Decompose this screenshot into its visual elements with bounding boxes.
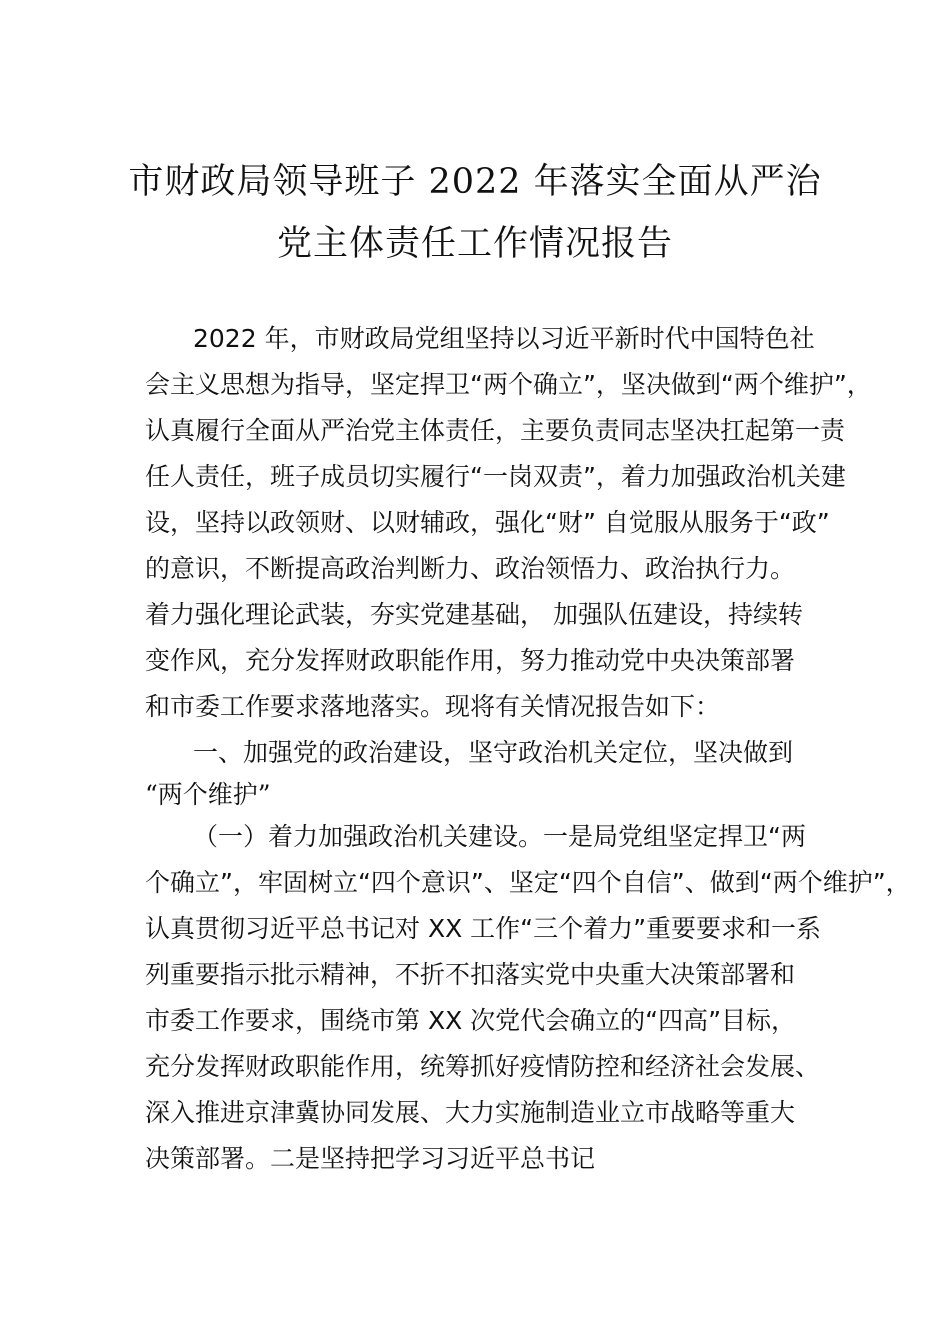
body-line: 认真贯彻习近平总书记对 XX 工作“三个着力”重要要求和一系 (145, 914, 822, 943)
section-heading-line: “两个维护” (145, 780, 271, 809)
body-line: 任人责任，班子成员切实履行“一岗双责”，着力加强政治机关建 (145, 462, 846, 491)
body-line: 设，坚持以政领财、以财辅政，强化“财” 自觉服从服务于“政” (145, 508, 830, 537)
body-line: （一）着力加强政治机关建设。一是局党组坚定捍卫“两 (193, 822, 806, 851)
body-line: 认真履行全面从严治党主体责任，主要负责同志坚决扛起第一责 (145, 416, 846, 445)
body-line: 深入推进京津冀协同发展、大力实施制造业立市战略等重大 (145, 1098, 796, 1127)
document-title-line-1: 市财政局领导班子 2022 年落实全面从严治 (128, 162, 822, 202)
section-heading-line: 一、加强党的政治建设，坚守政治机关定位，坚决做到 (193, 738, 794, 767)
body-line: 决策部署。二是坚持把学习习近平总书记 (145, 1144, 596, 1173)
body-line: 充分发挥财政职能作用，统筹抓好疫情防控和经济社会发展、 (145, 1052, 821, 1081)
body-line: 列重要指示批示精神，不折不扣落实党中央重大决策部署和 (145, 960, 796, 989)
body-line: 的意识，不断提高政治判断力、政治领悟力、政治执行力。 (145, 554, 796, 583)
body-line: 变作风，充分发挥财政职能作用，努力推动党中央决策部署 (145, 646, 796, 675)
body-line: 和市委工作要求落地落实。现将有关情况报告如下： (145, 692, 721, 721)
document-title-line-2: 党主体责任工作情况报告 (276, 224, 673, 264)
body-line: 市委工作要求，围绕市第 XX 次党代会确立的“四高”目标， (145, 1006, 797, 1035)
body-line: 个确立”，牢固树立“四个意识”、坚定“四个自信”、做到“两个维护”， (145, 868, 911, 897)
body-line: 会主义思想为指导，坚定捍卫“两个确立”，坚决做到“两个维护”， (145, 370, 872, 399)
body-line: 2022 年，市财政局党组坚持以习近平新时代中国特色社 (193, 324, 815, 353)
body-line: 着力强化理论武装，夯实党建基础， 加强队伍建设，持续转 (145, 600, 803, 629)
